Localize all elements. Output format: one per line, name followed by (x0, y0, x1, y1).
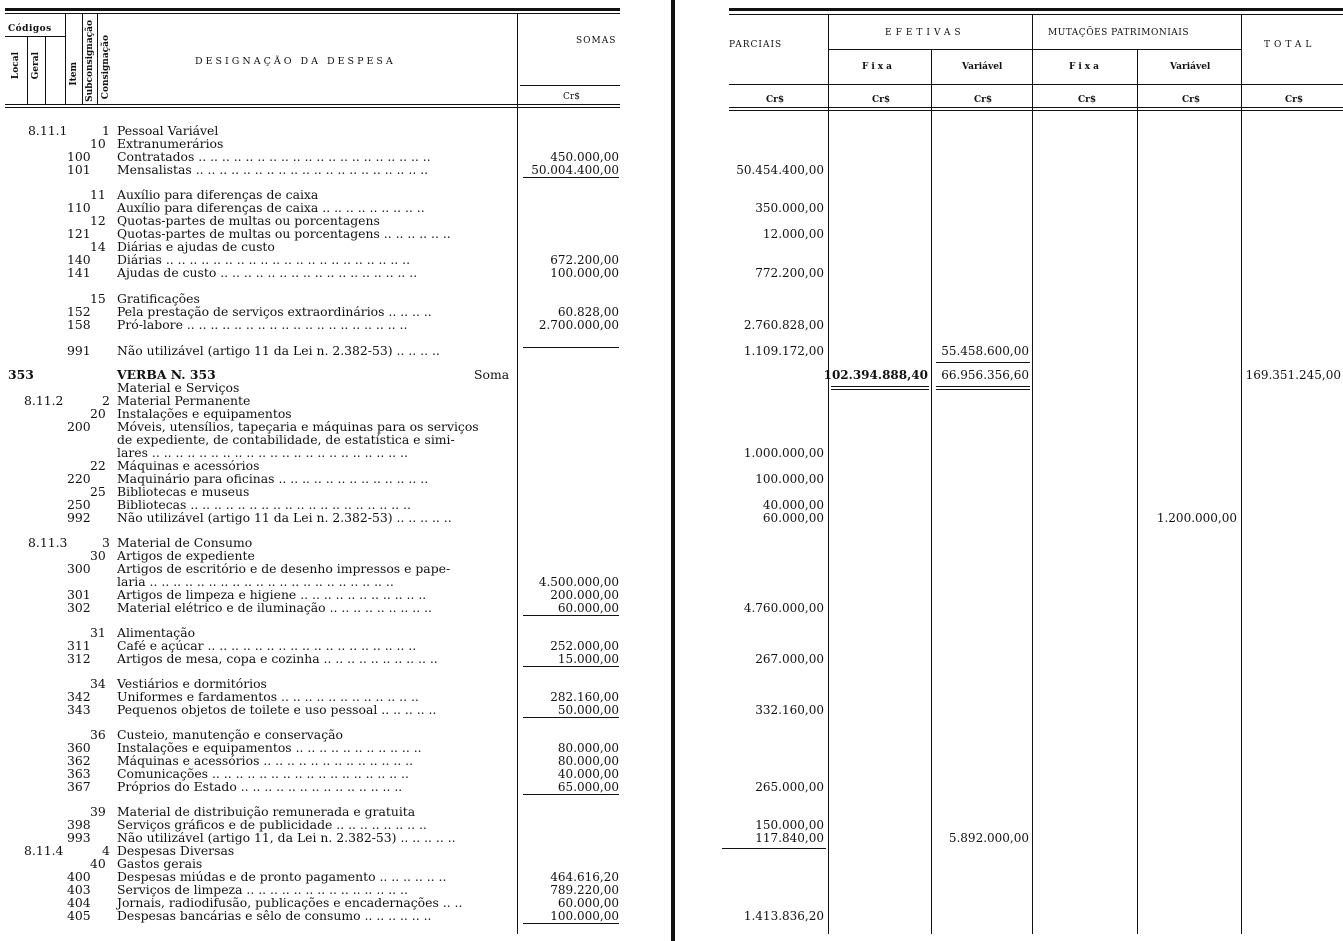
row-item-code: 12 (90, 213, 106, 228)
row-item-code: 362 (67, 753, 91, 768)
soma-value: 282.160,00 (550, 690, 619, 704)
left-col-cons (97, 14, 98, 104)
row-item-code: 100 (67, 149, 91, 164)
row-description: Móveis, utensílios, tapeçaria e máquinas para os serviços (117, 419, 479, 434)
row-description: Café e açúcar .. .. .. .. .. .. .. .. .. .. .. .. .. .. .. .. .. .. (117, 638, 417, 653)
row-item-code: 403 (67, 882, 91, 897)
row-geral-code: 4 (102, 843, 110, 858)
row-item-code: 20 (90, 406, 106, 421)
row-description: Material de Consumo (117, 535, 253, 550)
total-currency: Cr$ (1285, 95, 1304, 105)
left-header-bottom-rule-2 (5, 107, 620, 108)
fixa2-currency: Cr$ (1078, 95, 1097, 105)
row-description: Diárias .. .. .. .. .. .. .. .. .. .. .. .. .. .. .. .. .. .. .. .. .. (117, 252, 411, 267)
parcial-value: 1.109.172,00 (743, 344, 824, 358)
codigos-label: Códigos (8, 24, 52, 34)
soma-value: 50.000,00 (557, 703, 619, 717)
left-header-bottom-rule (5, 104, 620, 105)
soma-value: 464.616,20 (550, 870, 619, 884)
row-item-code: 121 (67, 226, 91, 241)
parcial-value: 2.760.828,00 (743, 318, 824, 332)
parcial-value: 332.160,00 (755, 703, 824, 717)
row-description: Maquinário para oficinas .. .. .. .. .. .. .. .. .. .. .. .. .. (117, 471, 429, 486)
row-description: Não utilizável (artigo 11 da Lei n. 2.382-53) .. .. .. .. .. (117, 510, 452, 525)
row-item-code: 312 (67, 651, 91, 666)
mutacoes-variavel-value: 1.200.000,00 (1156, 511, 1237, 525)
codigos-underline (5, 36, 65, 37)
fixa1-label: Fixa (862, 62, 896, 72)
row-description: Quotas-partes de multas ou porcentagens (117, 213, 380, 228)
efetivas-label: EFETIVAS (885, 28, 965, 38)
row-description: Gastos gerais (117, 856, 203, 871)
efetivas-variavel-value: 5.892.000,00 (948, 831, 1029, 845)
parciais-currency: Cr$ (766, 95, 785, 105)
row-description: Extranumerários (117, 136, 224, 151)
row-description: Quotas-partes de multas ou porcentagens .. .. .. .. .. .. (117, 226, 451, 241)
row-description: Artigos de escritório e de desenho impressos e pape- (117, 561, 451, 576)
row-description: Despesas bancárias e sêlo de consumo .. .. .. .. .. .. (117, 908, 432, 923)
soma-subtotal-rule (523, 615, 619, 616)
parcial-value: 50.454.400,00 (736, 163, 824, 177)
left-col-subcons (82, 14, 83, 104)
soma-value: 200.000,00 (550, 588, 619, 602)
designacao-label: DESIGNAÇÃO DA DESPESA (195, 56, 396, 67)
subconsignacao-label: Subconsignação (85, 20, 95, 102)
row-item-code: 40 (90, 856, 106, 871)
row-item-code: 34 (90, 676, 106, 691)
row-description: VERBA N. 353 (117, 367, 216, 382)
row-item-code: 360 (67, 740, 91, 755)
geral-label: Geral (31, 52, 41, 80)
row-local-code: 353 (8, 367, 34, 382)
efetivas-variavel-value: 66.956.356,60 (941, 368, 1029, 382)
row-local-code: 8.11.3 (28, 535, 68, 550)
parcial-value: 350.000,00 (755, 201, 824, 215)
parcial-value: 1.413.836,20 (743, 909, 824, 923)
row-item-code: 14 (90, 239, 106, 254)
row-item-code: 101 (67, 162, 91, 177)
row-description: Instalações e equipamentos .. .. .. .. .. .. .. .. .. .. .. (117, 740, 422, 755)
row-item-code: 31 (90, 625, 106, 640)
soma-label: Soma (474, 367, 510, 382)
evar-total-rule (936, 386, 1030, 387)
parcial-value: 1.000.000,00 (743, 446, 824, 460)
row-description: Artigos de mesa, copa e cozinha .. .. .. .. .. .. .. .. .. .. (117, 651, 438, 666)
row-item-code: 311 (67, 638, 91, 653)
row-description: Despesas miúdas e de pronto pagamento .. .. .. .. .. .. (117, 869, 447, 884)
row-description: Material de distribuição remunerada e gratuita (117, 804, 416, 819)
row-description: Próprios do Estado .. .. .. .. .. .. .. .. .. .. .. .. .. .. (117, 779, 403, 794)
evar-sum-rule (936, 362, 1030, 363)
soma-value: 80.000,00 (557, 754, 619, 768)
parcial-value: 100.000,00 (755, 472, 824, 486)
soma-value: 789.220,00 (550, 883, 619, 897)
parcial-value: 12.000,00 (762, 227, 824, 241)
row-item-code: 363 (67, 766, 91, 781)
total-value: 169.351.245,00 (1245, 368, 1341, 382)
fixa1-currency: Cr$ (872, 95, 891, 105)
row-description: Artigos de limpeza e higiene .. .. .. .. .. .. .. .. .. .. .. (117, 587, 427, 602)
row-description: Pessoal Variável (117, 123, 219, 138)
row-item-code: 405 (67, 908, 91, 923)
row-item-code: 158 (67, 317, 91, 332)
row-item-code: 140 (67, 252, 91, 267)
soma-value: 2.700.000,00 (538, 318, 619, 332)
row-description: Material Permanente (117, 393, 251, 408)
row-description: Máquinas e acessórios (117, 458, 260, 473)
soma-subtotal-rule (523, 177, 619, 178)
row-description: Diárias e ajudas de custo (117, 239, 275, 254)
row-description: laria .. .. .. .. .. .. .. .. .. .. .. .. .. .. .. .. .. .. .. .. .. (117, 574, 394, 589)
row-description: Bibliotecas .. .. .. .. .. .. .. .. .. .. .. .. .. .. .. .. .. .. .. (117, 497, 411, 512)
row-description: Serviços de limpeza .. .. .. .. .. .. .. .. .. .. .. .. .. .. (117, 882, 408, 897)
row-item-code: 991 (67, 343, 91, 358)
right-col-efetivas-end (1032, 14, 1033, 934)
row-description: Pró-labore .. .. .. .. .. .. .. .. .. .. .. .. .. .. .. .. .. .. .. (117, 317, 408, 332)
row-description: Ajudas de custo .. .. .. .. .. .. .. .. .. .. .. .. .. .. .. .. .. (117, 265, 418, 280)
parcial-value: 60.000,00 (762, 511, 824, 525)
right-top-rule (729, 8, 1343, 11)
row-description: de expediente, de contabilidade, de estatística e simi- (117, 432, 455, 447)
row-description: Vestiários e dormitórios (117, 676, 267, 691)
parcial-value: 265.000,00 (755, 780, 824, 794)
left-col-desc-end (517, 14, 518, 934)
row-local-code: 8.11.1 (28, 123, 68, 138)
soma-subtotal-rule (523, 717, 619, 718)
row-description: Serviços gráficos e de publicidade .. .. .. .. .. .. .. .. (117, 817, 427, 832)
soma-value: 100.000,00 (550, 909, 619, 923)
variavel1-label: Variável (962, 62, 1003, 72)
row-description: Alimentação (117, 625, 196, 640)
soma-value: 65.000,00 (557, 780, 619, 794)
consignacao-label: Consignação (101, 35, 111, 100)
row-description: Contratados .. .. .. .. .. .. .. .. .. .. .. .. .. .. .. .. .. .. .. .. (117, 149, 431, 164)
right-col-fixa2-end (1137, 49, 1138, 934)
row-item-code: 993 (67, 830, 91, 845)
row-description: Auxílio para diferenças de caixa (117, 187, 319, 202)
right-header-mid-rule (829, 49, 1241, 50)
left-top-rule (5, 8, 620, 11)
soma-value: 60.000,00 (557, 896, 619, 910)
parcial-value: 4.760.000,00 (743, 601, 824, 615)
efetivas-variavel-value: 55.458.600,00 (941, 344, 1029, 358)
row-description: Material elétrico e de iluminação .. .. .. .. .. .. .. .. .. (117, 600, 432, 615)
parciais-rule-bottom (722, 848, 826, 849)
row-geral-code: 1 (102, 123, 110, 138)
row-description: Despesas Diversas (117, 843, 235, 858)
row-description: Uniformes e fardamentos .. .. .. .. .. .. .. .. .. .. .. .. (117, 689, 419, 704)
soma-value: 60.828,00 (557, 305, 619, 319)
row-description: Bibliotecas e museus (117, 484, 250, 499)
right-top-rule-thin (729, 14, 1343, 15)
row-item-code: 404 (67, 895, 91, 910)
row-item-code: 15 (90, 291, 106, 306)
variavel2-currency: Cr$ (1182, 95, 1201, 105)
soma-value: 4.500.000,00 (538, 575, 619, 589)
variavel1-currency: Cr$ (974, 95, 993, 105)
row-local-code: 8.11.2 (24, 393, 64, 408)
total-label: TOTAL (1264, 40, 1316, 50)
fixa2-label: Fixa (1069, 62, 1103, 72)
soma-subtotal-rule (523, 923, 619, 924)
efix-total-rule-2 (831, 389, 929, 390)
mutacoes-label: MUTAÇÕES PATRIMONIAIS (1048, 28, 1189, 38)
row-description: Auxílio para diferenças de caixa .. .. .. .. .. .. .. .. .. (117, 200, 425, 215)
row-description: Pela prestação de serviços extraordinários .. .. .. .. (117, 304, 432, 319)
parcial-value: 267.000,00 (755, 652, 824, 666)
row-item-code: 152 (67, 304, 91, 319)
row-item-code: 25 (90, 484, 106, 499)
left-col-local-geral (27, 37, 28, 104)
somas-label: SOMAS (576, 36, 617, 46)
row-item-code: 30 (90, 548, 106, 563)
row-item-code: 343 (67, 702, 91, 717)
soma-value: 100.000,00 (550, 266, 619, 280)
row-item-code: 400 (67, 869, 91, 884)
right-col-mutacoes-end (1241, 14, 1242, 934)
soma-value: 60.000,00 (557, 601, 619, 615)
soma-subtotal-rule (523, 347, 619, 348)
right-col-fixa1-end (931, 49, 932, 934)
row-item-code: 398 (67, 817, 91, 832)
row-description: lares .. .. .. .. .. .. .. .. .. .. .. .. .. .. .. .. .. .. .. .. .. .. (117, 445, 408, 460)
row-item-code: 39 (90, 804, 106, 819)
somas-currency: Cr$ (563, 92, 580, 102)
soma-value: 15.000,00 (557, 652, 619, 666)
row-description: Custeio, manutenção e conservação (117, 727, 343, 742)
row-description: Comunicações .. .. .. .. .. .. .. .. .. .. .. .. .. .. .. .. .. (117, 766, 409, 781)
row-item-code: 250 (67, 497, 91, 512)
soma-subtotal-rule (523, 794, 619, 795)
row-item-code: 36 (90, 727, 106, 742)
row-item-code: 200 (67, 419, 91, 434)
soma-value: 80.000,00 (557, 741, 619, 755)
soma-value: 50.004.400,00 (531, 163, 619, 177)
row-item-code: 301 (67, 587, 91, 602)
row-item-code: 22 (90, 458, 106, 473)
page-gutter (671, 0, 675, 941)
variavel2-label: Variável (1170, 62, 1211, 72)
soma-value: 450.000,00 (550, 150, 619, 164)
row-item-code: 220 (67, 471, 91, 486)
parciais-label: PARCIAIS (729, 40, 783, 50)
right-header-sub-rule (729, 84, 1343, 85)
efix-total-rule (831, 386, 929, 387)
soma-value: 672.200,00 (550, 253, 619, 267)
row-item-code: 992 (67, 510, 91, 525)
row-item-code: 141 (67, 265, 91, 280)
parcial-value: 150.000,00 (755, 818, 824, 832)
row-description: Jornais, radiodifusão, publicações e encadernações .. .. (117, 895, 463, 910)
parcial-value: 40.000,00 (762, 498, 824, 512)
left-col-geral-item (45, 37, 46, 104)
soma-value: 40.000,00 (557, 767, 619, 781)
row-description: Gratificações (117, 291, 200, 306)
evar-total-rule-2 (936, 389, 1030, 390)
row-item-code: 11 (90, 187, 106, 202)
soma-subtotal-rule (523, 666, 619, 667)
row-item-code: 110 (67, 200, 91, 215)
soma-value: 252.000,00 (550, 639, 619, 653)
parcial-value: 117.840,00 (755, 831, 824, 845)
local-label: Local (11, 52, 21, 80)
row-item-code: 342 (67, 689, 91, 704)
row-description: Instalações e equipamentos (117, 406, 292, 421)
row-geral-code: 3 (102, 535, 110, 550)
somas-underline (520, 85, 620, 86)
row-description: Não utilizável (artigo 11, da Lei n. 2.382-53) .. .. .. .. .. (117, 830, 456, 845)
row-item-code: 10 (90, 136, 106, 151)
row-description: Pequenos objetos de toilete e uso pessoal .. .. .. .. .. (117, 702, 437, 717)
row-item-code: 302 (67, 600, 91, 615)
efetivas-fixa-value: 102.394.888,40 (823, 368, 928, 382)
right-header-bottom-rule (729, 107, 1343, 108)
left-col-item (65, 14, 66, 104)
item-label: Item (69, 62, 79, 86)
row-description: Artigos de expediente (117, 548, 255, 563)
row-item-code: 300 (67, 561, 91, 576)
parcial-value: 772.200,00 (755, 266, 824, 280)
row-description: Máquinas e acessórios .. .. .. .. .. .. .. .. .. .. .. .. .. (117, 753, 414, 768)
row-description: Não utilizável (artigo 11 da Lei n. 2.382-53) .. .. .. .. (117, 343, 440, 358)
right-header-bottom-rule-2 (729, 110, 1343, 111)
row-description: Mensalistas .. .. .. .. .. .. .. .. .. .. .. .. .. .. .. .. .. .. .. .. (117, 162, 429, 177)
row-geral-code: 2 (102, 393, 110, 408)
right-col-parciais-end (828, 14, 829, 934)
row-item-code: 367 (67, 779, 91, 794)
row-local-code: 8.11.4 (24, 843, 64, 858)
row-description: Material e Serviços (117, 380, 240, 395)
